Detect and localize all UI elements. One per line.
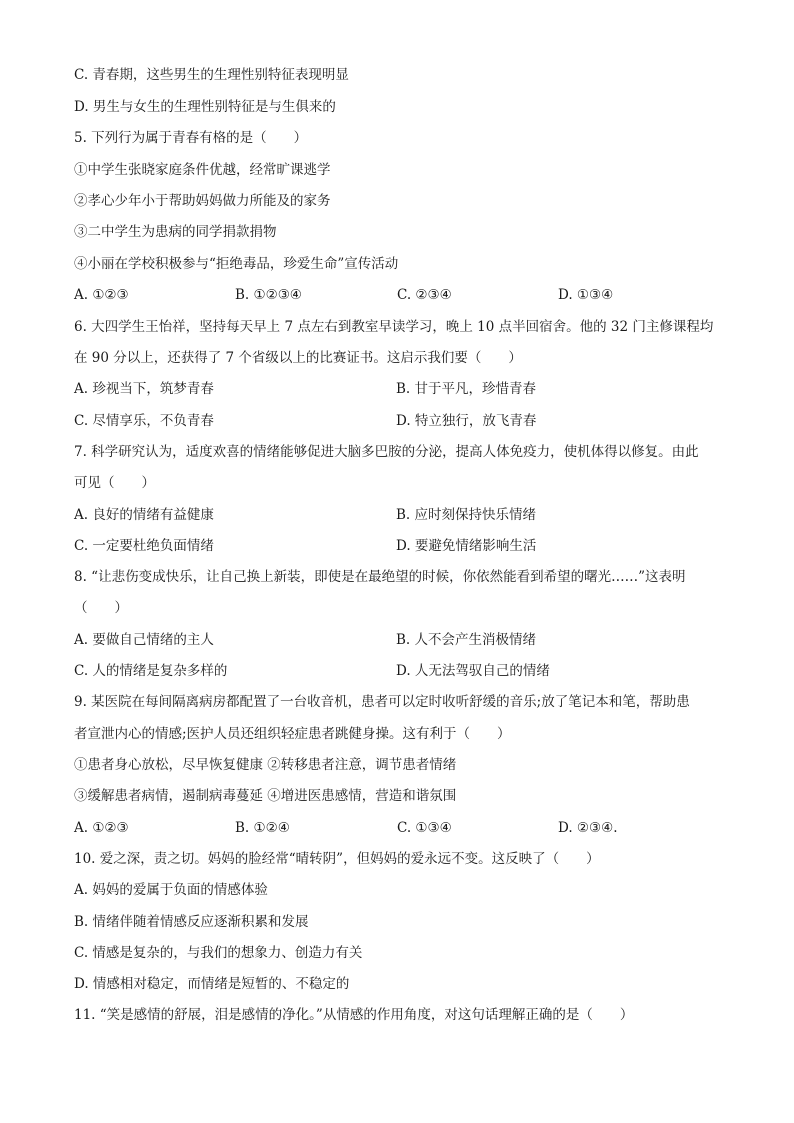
q11-stem: 11. “笑是感情的舒展，泪是感情的净化。”从情感的作用角度，对这句话理解正确的是（ ） bbox=[74, 1007, 634, 1023]
q8-stem-line1: 8. “让悲伤变成快乐，让自己换上新装，即使是在最绝望的时候，你依然能看到希望的曙光……”这表明 bbox=[74, 569, 686, 585]
q7-option-a: A. 良好的情绪有益健康 bbox=[74, 507, 214, 523]
q5-stem: 5. 下列行为属于青春有格的是（ ） bbox=[74, 130, 308, 146]
q5-option-b: B. ①②③④ bbox=[235, 287, 302, 303]
q5-item-3: ③二中学生为患病的同学捐款捐物 bbox=[74, 224, 277, 240]
q9-option-b: B. ①②④ bbox=[235, 820, 290, 836]
q10-option-d: D. 情感相对稳定，而情绪是短暂的、不稳定的 bbox=[74, 976, 350, 992]
q10-option-b: B. 情绪伴随着情感反应逐渐积累和发展 bbox=[74, 914, 309, 930]
q8-option-d: D. 人无法驾驭自己的情绪 bbox=[396, 663, 550, 679]
q9-option-c: C. ①③④ bbox=[397, 820, 452, 836]
q9-items-3-4: ③缓解患者病情，遏制病毒蔓延 ④增进医患感情，营造和谐氛围 bbox=[74, 788, 457, 804]
q9-option-a: A. ①②③ bbox=[74, 820, 129, 836]
q5-item-2: ②孝心少年小于帮助妈妈做力所能及的家务 bbox=[74, 193, 331, 209]
q4-option-d: D. 男生与女生的生理性别特征是与生俱来的 bbox=[74, 99, 336, 115]
q10-stem: 10. 爱之深，责之切。妈妈的脸经常“晴转阴”，但妈妈的爱永远不变。这反映了（ ） bbox=[74, 851, 600, 867]
q8-stem-line2: （ ） bbox=[74, 600, 128, 616]
q6-option-b: B. 甘于平凡，珍惜青春 bbox=[396, 381, 537, 397]
q5-option-d: D. ①③④ bbox=[558, 287, 614, 303]
q6-option-c: C. 尽情享乐，不负青春 bbox=[74, 413, 214, 429]
q9-stem-line2: 者宣泄内心的情感;医护人员还组织轻症患者跳健身操。这有利于（ ） bbox=[74, 726, 511, 742]
q10-option-c: C. 情感是复杂的，与我们的想象力、创造力有关 bbox=[74, 945, 363, 961]
q5-option-a: A. ①②③ bbox=[74, 287, 129, 303]
q4-option-c: C. 青春期，这些男生的生理性别特征表现明显 bbox=[74, 67, 349, 83]
q8-option-b: B. 人不会产生消极情绪 bbox=[396, 632, 537, 648]
q6-option-a: A. 珍视当下，筑梦青春 bbox=[74, 381, 214, 397]
q7-stem-line1: 7. 科学研究认为，适度欢喜的情绪能够促进大脑多巴胺的分泌，提高人体免疫力，使机体得以修复。由此 bbox=[74, 444, 699, 460]
q6-option-d: D. 特立独行，放飞青春 bbox=[396, 413, 537, 429]
q9-items-1-2: ①患者身心放松，尽早恢复健康 ②转移患者注意，调节患者情绪 bbox=[74, 757, 457, 773]
q5-option-c: C. ②③④ bbox=[397, 287, 452, 303]
q7-option-b: B. 应时刻保持快乐情绪 bbox=[396, 507, 537, 523]
q10-option-a: A. 妈妈的爱属于负面的情感体验 bbox=[74, 882, 268, 898]
q8-option-c: C. 人的情绪是复杂多样的 bbox=[74, 663, 228, 679]
q5-item-1: ①中学生张晓家庭条件优越，经常旷课逃学 bbox=[74, 162, 331, 178]
q6-stem-line1: 6. 大四学生王怡祥，坚持每天早上 7 点左右到教室早读学习，晚上 10 点半回宿舍。他的 32 门主修课程均 bbox=[74, 319, 714, 335]
q9-option-d: D. ②③④. bbox=[558, 820, 618, 836]
q6-stem-line2: 在 90 分以上，还获得了 7 个省级以上的比赛证书。这启示我们要（ ） bbox=[74, 350, 522, 366]
q7-option-c: C. 一定要杜绝负面情绪 bbox=[74, 538, 214, 554]
q7-option-d: D. 要避免情绪影响生活 bbox=[396, 538, 537, 554]
q8-option-a: A. 要做自己情绪的主人 bbox=[74, 632, 214, 648]
q5-item-4: ④小丽在学校积极参与“拒绝毒品，珍爱生命”宣传活动 bbox=[74, 256, 399, 272]
q9-stem-line1: 9. 某医院在每间隔离病房都配置了一台收音机，患者可以定时收听舒缓的音乐;放了笔记本和笔，帮助患 bbox=[74, 694, 690, 710]
q7-stem-line2: 可见（ ） bbox=[74, 475, 155, 491]
